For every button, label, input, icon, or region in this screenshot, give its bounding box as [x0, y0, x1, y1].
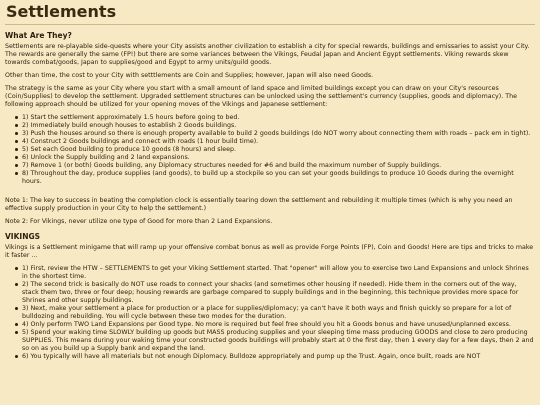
list-item: 5) Spend your waking time SLOWLY building up goods but MASS producing supplies and your sleeping time mass producing GOODS and close to zero producing SUPPLIES. This means during your waking time your constructed goods buildings will probably start at 0 the first day, then 1 every day for a few days, then 2 and so on as you build up a Supply bank and expand the land. [15, 329, 535, 353]
list-item: 3) Next, make your settlement a place for production or a place for supplies/diplomacy; ya can't have it both ways and finish quickly so prepare for a lot of bulldozing and rebuilding. You will cycle between these two modes for the duration. [15, 305, 535, 321]
list-item: 8) Throughout the day, produce supplies (and goods), to build up a stockpile so you can set your goods buildings to produce 10 Goods during the overnight hours. [15, 170, 535, 186]
list-item: 1) First, review the HTW – SETTLEMENTS to get your Viking Settlement started. That "opener" will allow you to exercise two Land Expansions and unlock Shrines in the shortest time. [15, 265, 535, 281]
list-item: 7) Remove 1 (or both) Goods building, any Diplomacy structures needed for #6 and build the maximum number of Supply buildings. [15, 162, 535, 170]
vikings-steps-list [5, 265, 535, 361]
list-item: 4) Construct 2 Goods buildings and connect with roads (1 hour build time). [15, 138, 535, 146]
list-item: 6) You typically will have all materials but not enough Diplomacy. Bulldoze appropriately and pump up the Trust. Again, once built, roads are NOT [15, 353, 535, 361]
intro-paragraph: Other than time, the cost to your City with setttlements are Coin and Supplies; however, Japan will also need Goods. [5, 72, 374, 79]
note-paragraph: Note 2: For Vikings, never utilize one type of Good for more than 2 Land Expansions. [5, 218, 273, 225]
page-title: Settlements [5, 2, 535, 25]
list-item: 5) Set each Good building to produce 10 goods (8 hours) and sleep. [15, 146, 535, 154]
what-heading: What Are They? [5, 31, 72, 40]
vikings-heading: VIKINGS [5, 232, 41, 241]
note-paragraph: Note 1: The key to success in beating the completion clock is essentially tearing down the settlement and rebuilding it multiple times (which is why you need an effective supply production in your City to help the settlement.) [5, 197, 513, 212]
list-item: 1) Start the settlement approximately 1.5 hours before going to bed. [15, 114, 535, 122]
list-item: 6) Unlock the Supply building and 2 land expansions. [15, 154, 535, 162]
general-steps-list [5, 114, 535, 186]
list-item: 3) Push the houses around so there is enough property available to build 2 goods buildings (do NOT worry about connecting them with roads – pack em in tight). [15, 130, 535, 138]
list-item: 4) Only perform TWO Land Expansions per Good type. No more is required but feel free should you hit a Goods bonus and have unused/unplanned excess. [15, 321, 535, 329]
list-item: 2) The second trick is basically do NOT use roads to connect your shacks (and sometimes other housing if needed). Hide them in the corners out of the way, stack them two, three or four deep; housing rewards are garbage compared to supply buildings and in the beginning, this technique provides more space for Shrines and other supply buildings. [15, 281, 535, 305]
vikings-intro: Vikings is a Settlement minigame that will ramp up your offensive combat bonus as well as provide Forge Points (FP), Coin and Goods! Here are tips and tricks to make it faster ... [5, 244, 534, 259]
list-item: 2) Immediately build enough houses to establish 2 Goods buildings. [15, 122, 535, 130]
intro-paragraph: Settlements are re-playable side-quests where your City assists another civilization to establish a city for special rewards, buildings and emissaries to assist your City. The rewards are generally the same (FP!) but there are some variances between the Vikings, Feudal Japan and Ancient Egypt settlements. Viking rewards skew towards combat/goods, Japan to supplies/good and Egypt to army units/guild goods. [5, 43, 530, 66]
intro-paragraph: The strategy is the same as your City where you start with a small amount of land space and limited buildings except you can draw on your City's resources (Coin/Supplies) to develop the settlement. Upgraded settlement structures can be unlocked using the settlement's currency (supplies, goods and diplomacy). The following approach should be utilized for your opening moves of the Vikings and Japanese settlement: [5, 85, 517, 108]
